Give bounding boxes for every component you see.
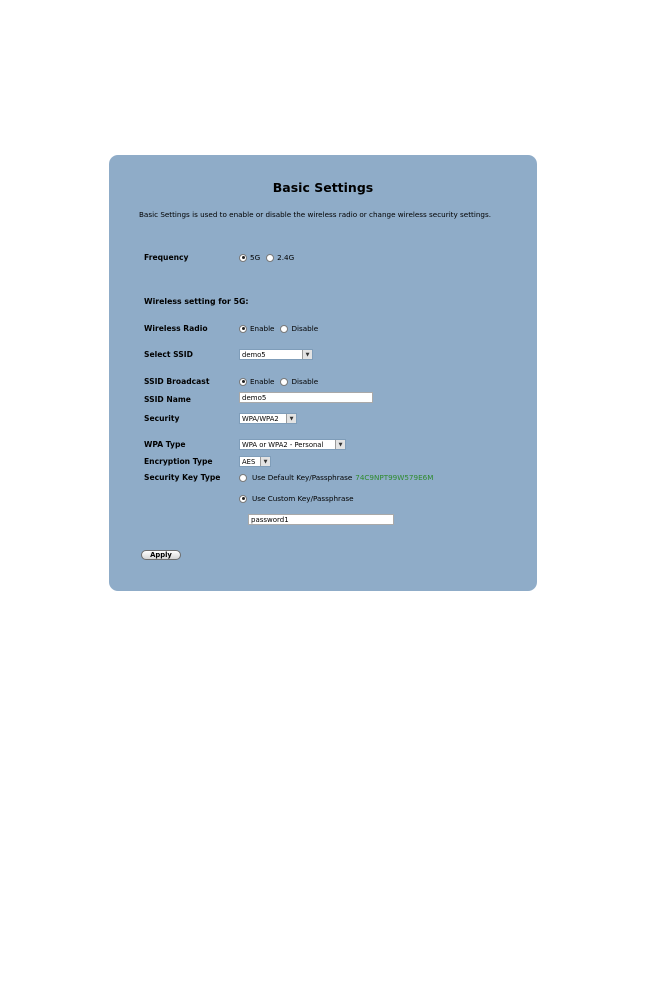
ssid-broadcast-radio-group — [239, 377, 324, 386]
default-key-value: 74C9NPT99W579E6M — [355, 473, 434, 482]
radio-5g[interactable] — [239, 254, 247, 262]
radio-wireless-disable[interactable] — [280, 325, 288, 333]
wpa-type-dropdown[interactable]: WPA or WPA2 - Personal ▼ — [239, 439, 346, 450]
security-label: Security — [144, 414, 180, 423]
frequency-option-5g[interactable]: 5G — [239, 253, 260, 262]
chevron-down-icon[interactable]: ▼ — [302, 350, 312, 359]
ssid-name-label: SSID Name — [144, 395, 191, 404]
section-title: Wireless setting for 5G: — [144, 297, 249, 306]
encryption-type-dropdown[interactable]: AES ▼ — [239, 456, 271, 467]
select-ssid-wrap — [239, 349, 313, 360]
radio-custom-key[interactable] — [239, 495, 247, 503]
page-title: Basic Settings — [272, 180, 374, 195]
radio-default-key[interactable] — [239, 474, 247, 482]
ssid-broadcast-disable[interactable]: Disable — [280, 377, 318, 386]
wireless-radio-group — [239, 324, 324, 333]
security-wrap — [239, 413, 297, 424]
chevron-down-icon[interactable]: ▼ — [335, 440, 345, 449]
wpa-type-wrap — [239, 439, 346, 450]
radio-wireless-enable[interactable] — [239, 325, 247, 333]
default-key-option[interactable]: Use Default Key/Passphrase 74C9NPT99W579E6M — [239, 473, 433, 482]
radio-2-4g[interactable] — [266, 254, 274, 262]
frequency-label: Frequency — [144, 253, 189, 262]
security-key-type-label: Security Key Type — [144, 473, 221, 482]
custom-key-option[interactable]: Use Custom Key/Passphrase — [239, 494, 354, 503]
radio-broadcast-disable[interactable] — [280, 378, 288, 386]
frequency-option-2-4g[interactable]: 2.4G — [266, 253, 294, 262]
page-description: Basic Settings is used to enable or disable the wireless radio or change wireless security settings. — [139, 210, 491, 219]
ssid-broadcast-label: SSID Broadcast — [144, 377, 210, 386]
settings-panel — [109, 155, 537, 591]
encryption-type-wrap — [239, 456, 271, 467]
security-dropdown[interactable]: WPA/WPA2 ▼ — [239, 413, 297, 424]
select-ssid-dropdown[interactable]: demo5 ▼ — [239, 349, 313, 360]
ssid-broadcast-enable[interactable]: Enable — [239, 377, 274, 386]
wireless-radio-label: Wireless Radio — [144, 324, 208, 333]
wireless-radio-enable[interactable]: Enable — [239, 324, 274, 333]
ssid-name-input[interactable]: demo5 — [239, 392, 373, 403]
radio-broadcast-enable[interactable] — [239, 378, 247, 386]
frequency-radio-group — [239, 253, 300, 262]
select-ssid-label: Select SSID — [144, 350, 193, 359]
custom-key-input[interactable]: password1 — [248, 514, 394, 525]
wpa-type-label: WPA Type — [144, 440, 186, 449]
encryption-type-label: Encryption Type — [144, 457, 213, 466]
wireless-radio-disable[interactable]: Disable — [280, 324, 318, 333]
chevron-down-icon[interactable]: ▼ — [286, 414, 296, 423]
chevron-down-icon[interactable]: ▼ — [260, 457, 270, 466]
apply-button[interactable]: Apply — [141, 550, 181, 560]
